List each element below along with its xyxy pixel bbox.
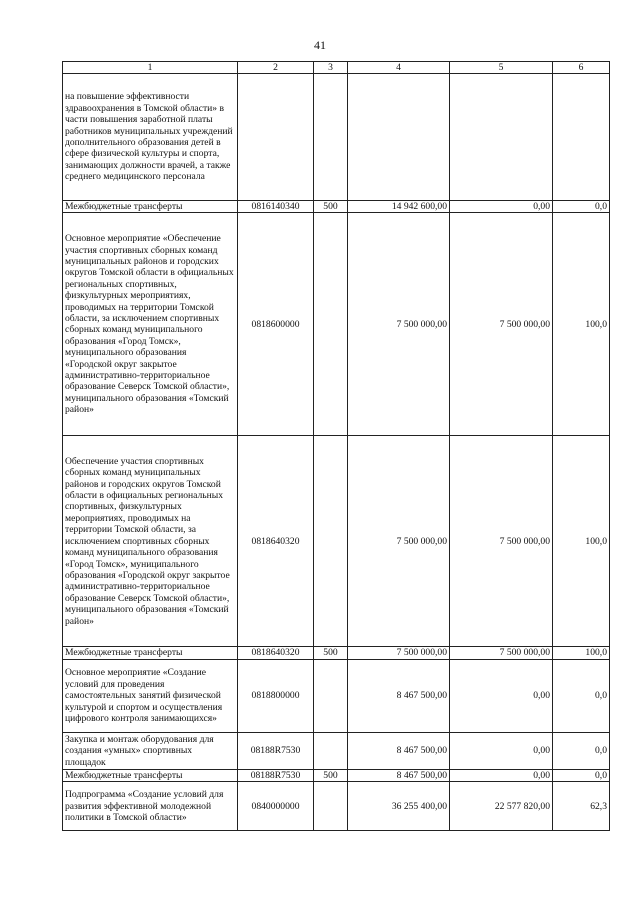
table-row (63, 436, 610, 647)
row-code: 08188R7530 (238, 769, 314, 781)
row-name: Подпрограмма «Создание условий для развития эффективной молодежной политики в Томской области» (63, 782, 238, 831)
row-type: 500 (314, 769, 348, 781)
row-plan: 7 500 000,00 (348, 436, 450, 647)
row-plan: 36 255 400,00 (348, 782, 450, 831)
row-fact: 7 500 000,00 (450, 647, 553, 659)
row-name: Обеспечение участия спортивных сборных команд муниципальных районов и городских округов Томской области в официальных региональных спортивных, физкультурных мероприятиях, проводимых на территории Томской области, за исключением спортивных сборных команд муниципального образования «Город Томск», муниципального образования «Городской округ закрытое административно-территориальное образование Северск Томской области», муниципального образования «Томский район» (63, 436, 238, 647)
row-plan: 8 467 500,00 (348, 732, 450, 769)
row-code: 0818640320 (238, 436, 314, 647)
row-type: 500 (314, 647, 348, 659)
column-header: 4 (348, 62, 450, 74)
row-percent: 0,0 (553, 732, 610, 769)
row-code (238, 74, 314, 201)
row-plan: 8 467 500,00 (348, 659, 450, 732)
row-name: Основное мероприятие «Создание условий для проведения самостоятельных занятий физической культурой и спортом и осуществления цифрового контроля занимающихся» (63, 659, 238, 732)
row-code: 0818640320 (238, 647, 314, 659)
table-row (63, 647, 610, 659)
row-fact: 0,00 (450, 732, 553, 769)
page-number: 41 (314, 38, 326, 52)
row-name: Межбюджетные трансферты (63, 769, 238, 781)
row-percent: 0,0 (553, 769, 610, 781)
row-plan (348, 74, 450, 201)
row-type (314, 74, 348, 201)
row-fact: 0,00 (450, 201, 553, 213)
row-type: 500 (314, 201, 348, 213)
row-fact: 22 577 820,00 (450, 782, 553, 831)
row-type (314, 732, 348, 769)
row-code: 0816140340 (238, 201, 314, 213)
row-code: 0818800000 (238, 659, 314, 732)
row-fact: 0,00 (450, 769, 553, 781)
table-row (63, 213, 610, 436)
row-name: на повышение эффективности здравоохранения в Томской области» в части повышения заработной платы работников муниципальных учреждений дополнительного образования детей в сфере физической культуры и спорта, занимающих должности врачей, а также среднего медицинского персонала (63, 74, 238, 201)
table-row (63, 201, 610, 213)
row-fact (450, 74, 553, 201)
column-header: 2 (238, 62, 314, 74)
row-type (314, 659, 348, 732)
row-code: 0840000000 (238, 782, 314, 831)
row-name: Основное мероприятие «Обеспечение участия спортивных сборных команд муниципальных районов и городских округов Томской области в официальных региональных спортивных, физкультурных мероприятиях, проводимых на территории Томской области, за исключением спортивных сборных команд муниципального образования «Город Томск», муниципального образования «Городской округ закрытое административно-территориальное образование Северск Томской области», муниципального образования «Томский район» (63, 213, 238, 436)
row-percent: 100,0 (553, 647, 610, 659)
row-type (314, 782, 348, 831)
column-header: 3 (314, 62, 348, 74)
table-row (63, 74, 610, 201)
table-header-row (63, 62, 610, 74)
row-type (314, 213, 348, 436)
budget-table (62, 61, 610, 831)
row-code: 0818600000 (238, 213, 314, 436)
row-type (314, 436, 348, 647)
table-row (63, 732, 610, 769)
row-fact: 7 500 000,00 (450, 213, 553, 436)
table-row (63, 769, 610, 781)
row-fact: 0,00 (450, 659, 553, 732)
column-header: 1 (63, 62, 238, 74)
row-percent: 0,0 (553, 201, 610, 213)
row-plan: 7 500 000,00 (348, 213, 450, 436)
column-header: 5 (450, 62, 553, 74)
row-plan: 8 467 500,00 (348, 769, 450, 781)
row-name: Межбюджетные трансферты (63, 201, 238, 213)
row-plan: 14 942 600,00 (348, 201, 450, 213)
table-row (63, 659, 610, 732)
row-plan: 7 500 000,00 (348, 647, 450, 659)
table-row (63, 782, 610, 831)
row-fact: 7 500 000,00 (450, 436, 553, 647)
row-percent: 62,3 (553, 782, 610, 831)
row-name: Межбюджетные трансферты (63, 647, 238, 659)
row-percent (553, 74, 610, 201)
row-percent: 100,0 (553, 436, 610, 647)
row-percent: 100,0 (553, 213, 610, 436)
column-header: 6 (553, 62, 610, 74)
row-code: 08188R7530 (238, 732, 314, 769)
row-name: Закупка и монтаж оборудования для создания «умных» спортивных площадок (63, 732, 238, 769)
row-percent: 0,0 (553, 659, 610, 732)
